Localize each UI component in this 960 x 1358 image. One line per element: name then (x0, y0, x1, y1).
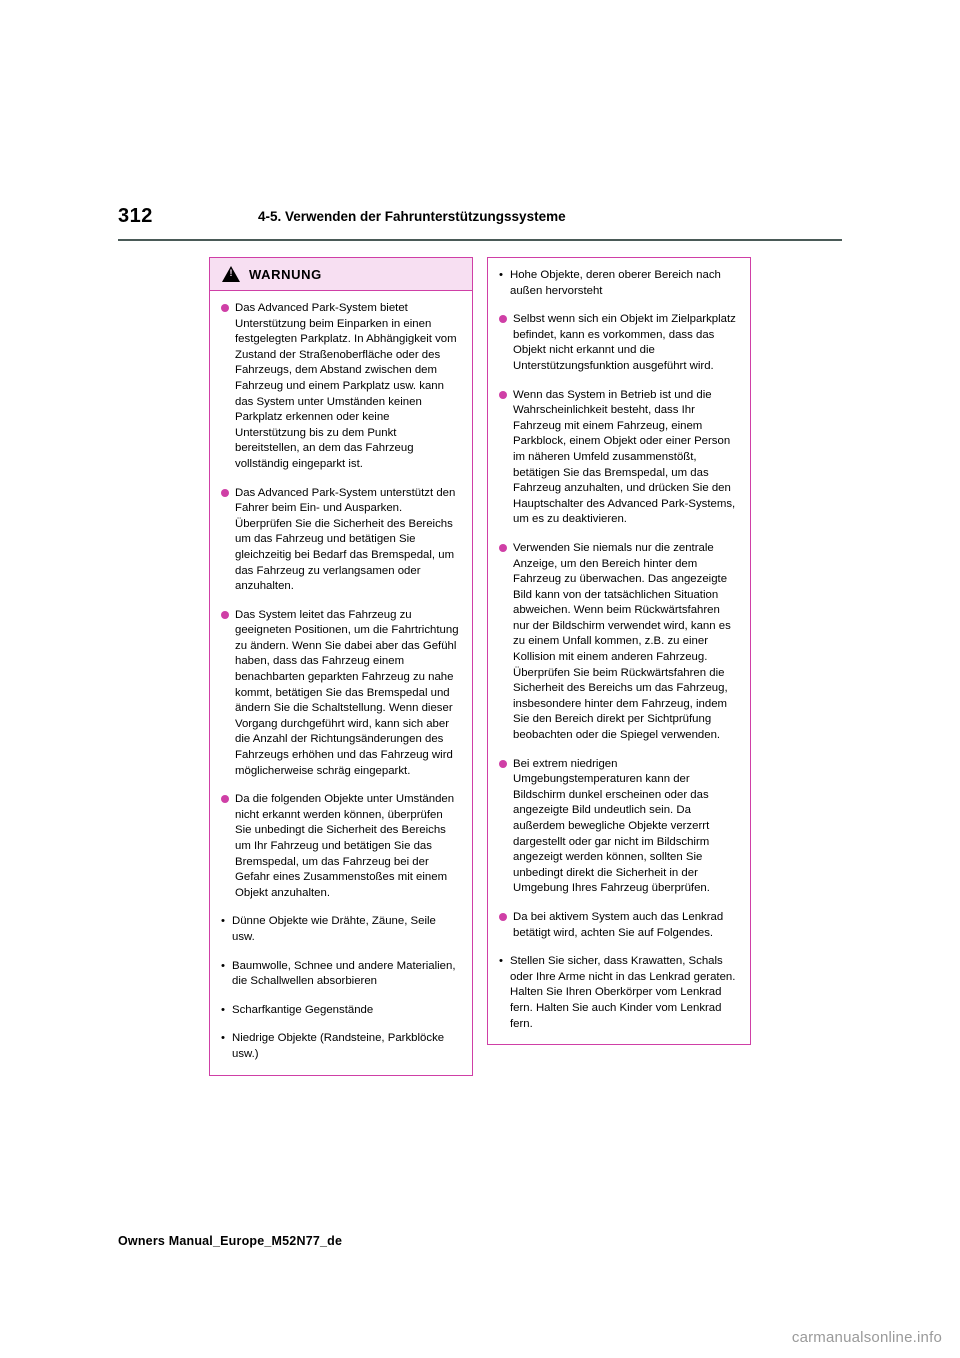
bullet-dash-icon: • (499, 269, 503, 281)
list-item (499, 388, 739, 528)
left-column (209, 257, 473, 1076)
warning-body-left (210, 291, 472, 1075)
list-item (499, 757, 739, 897)
list-item (221, 914, 461, 945)
list-item-text: Das Advanced Park-System unterstützt den Fahrer beim Ein- und Ausparken. Überprüfen Sie die Sicherheit des Bereichs um das Fahrzeug und betätigen Sie gleichzeitig bei Bedarf das Bremspedal, um das Fahrzeug zu verlangsamen oder anzuhalten. (235, 486, 456, 593)
list-item-text: Das Advanced Park-System bietet Unterstützung beim Einparken in einen festgelegten Parkplatz. In Abhängigkeit vom Zustand der Straßenoberfläche oder des Fahrzeugs, dem Abstand zwischen dem Fahrzeug und einem Parkplatz usw. kann das System unter Umständen keinen Parkplatz erkennen oder keine Unterstützung bis zu dem Punkt bereitstellen, an dem das Fahrzeug vollständig eingeparkt ist. (235, 302, 457, 470)
warning-box-right (487, 257, 751, 1045)
list-item (499, 954, 739, 1032)
warning-box-left (209, 257, 473, 1076)
document-code: Owners Manual_Europe_M52N77_de (118, 1234, 343, 1248)
list-item (499, 541, 739, 744)
warning-title: WARNUNG (249, 266, 322, 282)
list-item-text: Hohe Objekte, deren oberer Bereich nach außen hervorsteht (510, 269, 721, 297)
right-column (487, 257, 751, 1045)
list-item-text: Stellen Sie sicher, dass Krawatten, Schals oder Ihre Arme nicht in das Lenkrad geraten. Halten Sie Ihren Oberkörper vom Lenkrad fern. Halten Sie auch Kinder vom Lenkrad fern. (510, 955, 736, 1030)
warning-header (210, 258, 472, 291)
list-item (221, 959, 461, 990)
list-item-text: Baumwolle, Schnee und andere Materialien, die Schallwellen absorbieren (232, 959, 456, 988)
list-item-text: Bei extrem niedrigen Umgebungstemperaturen kann der Bildschirm dunkel erscheinen oder das angezeigte Bild undeutlich sein. Da außerdem bewegliche Objekte verzerrt dargestellt oder gar nicht im Bildschirm angezeigt werden können, sollten Sie unbedingt direkt die Sicherheit in der Umgebung Ihres Fahrzeug überprüfen. (513, 757, 710, 895)
page-header (118, 205, 842, 239)
bullet-dash-icon: • (221, 1003, 225, 1016)
watermark: carmanualsonline.info (791, 1329, 942, 1346)
list-item-text: Wenn das System in Betrieb ist und die Wahrscheinlichkeit besteht, dass Ihr Fahrzeug mit einem Fahrzeug, einem Parkblock, einem Objekt oder einer Person im näheren Umfeld zusammenstößt, betätigen Sie das Bremspedal, um das Fahrzeug anzuhalten, und drücken Sie den Hauptschalter des Advanced Park-Systems, um es zu deaktivieren. (513, 388, 736, 526)
list-item (221, 1031, 461, 1062)
list-item-text: Dünne Objekte wie Drähte, Zäune, Seile usw. (232, 915, 436, 943)
list-item (221, 1003, 461, 1019)
list-item (221, 301, 461, 473)
list-item-text: Selbst wenn sich ein Objekt im Zielparkplatz befindet, kann es vorkommen, dass das Objekt nicht erkannt und die Unterstützungsfunktion ausgeführt wird. (513, 313, 736, 372)
list-item (499, 268, 739, 299)
bullet-dash-icon: • (221, 959, 225, 972)
bullet-dot-icon (221, 792, 235, 901)
bullet-dot-icon (499, 757, 513, 897)
list-item (221, 792, 461, 901)
header-divider (118, 239, 842, 241)
bullet-dot-icon (221, 301, 235, 473)
list-item-text: Da die folgenden Objekte unter Umständen nicht erkannt werden können, überprüfen Sie unbedingt die Sicherheit des Bereichs um Ihr Fahrzeug und betätigen Sie das Bremspedal, um das Fahrzeug bei der Gefahr eines Zusammenstoßes mit einem Objekt anzuhalten. (235, 793, 455, 899)
bullet-dot-icon (499, 312, 513, 374)
bullet-dot-icon (499, 910, 513, 941)
warning-triangle-icon (222, 266, 240, 282)
bullet-dot-icon (499, 541, 513, 744)
list-item (221, 486, 461, 595)
list-item (499, 312, 739, 374)
list-item-text: Da bei aktivem System auch das Lenkrad betätigt wird, achten Sie auf Folgendes. (513, 910, 724, 939)
list-item (221, 608, 461, 780)
list-item (499, 910, 739, 941)
page-number: 312 (118, 205, 153, 227)
bullet-dot-icon (221, 608, 235, 780)
list-item-text: Verwenden Sie niemals nur die zentrale Anzeige, um den Bereich hinter dem Fahrzeug zu überwachen. Das angezeigte Bild kann von der tatsächlichen Situation abweichen. Wenn beim Rückwärtsfahren nur der Bildschirm verwendet wird, kann es zu einem Unfall kommen, z.B. zu einer Kollision mit einem anderen Fahrzeug. Überprüfen Sie beim Rückwärtsfahren die Sicherheit des Bereichs um das Fahrzeug, insbesondere hinter dem Fahrzeug, indem Sie den Bereich direkt per Sichtprüfung beobachten oder die Spiegel verwenden. (513, 541, 731, 742)
bullet-dot-icon (221, 486, 235, 595)
bullet-dash-icon: • (221, 1032, 225, 1045)
section-title: 4-5. Verwenden der Fahrunterstützungssysteme (258, 209, 566, 224)
bullet-dash-icon: • (499, 955, 503, 968)
bullet-dash-icon: • (221, 915, 225, 928)
list-item-text: Das System leitet das Fahrzeug zu geeigneten Positionen, um die Fahrtrichtung zu ändern. Wenn Sie dabei aber das Gefühl haben, dass das Fahrzeug einem benachbarten geparkten Fahrzeug zu nahe kommt, betätigen Sie das Bremspedal und ändern Sie die Schaltstellung. Wenn dieser Vorgang durchgeführt wird, kann sich aber die Anzahl der Richtungsänderungen des Fahrzeugs erhöhen und das Fahrzeug wird möglicherweise schräg eingeparkt. (235, 608, 459, 777)
list-item-text: Niedrige Objekte (Randsteine, Parkblöcke usw.) (232, 1032, 445, 1060)
warning-body-right (488, 258, 750, 1044)
list-item-text: Scharfkantige Gegenstände (232, 1003, 374, 1016)
bullet-dot-icon (499, 388, 513, 528)
